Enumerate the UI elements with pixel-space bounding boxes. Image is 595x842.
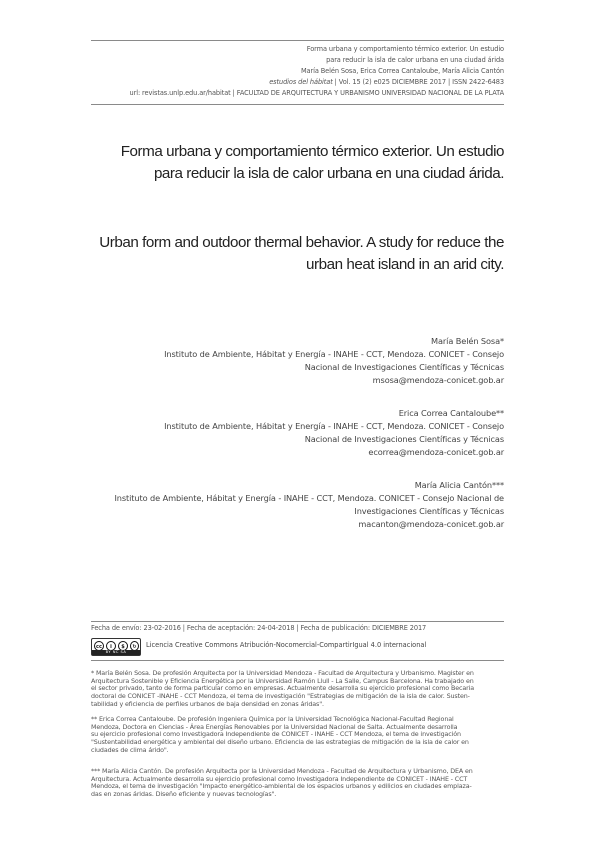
running-header-authors: María Belén Sosa, Erica Correa Cantaloube, María Alicia Cantón: [300, 67, 504, 75]
author-2-name: Erica Correa Cantaloube**: [398, 408, 504, 418]
footnote-3-line: *** María Alicia Cantón. De profesión Arquitecta por la Universidad Mendoza - Facultad de Arquitectura y Urbanismo, DEA en: [91, 768, 473, 775]
title-spanish-line1: Forma urbana y comportamiento térmico exterior. Un estudio: [120, 143, 504, 160]
footnote-3-line: das en zonas áridas. Diseño eficiente y nuevas tecnologías".: [91, 791, 277, 799]
issue-info: | Vol. 15 (2) e025 DICIEMBRE 2017 | ISSN 2422-6483: [332, 78, 504, 86]
running-header-line1: Forma urbana y comportamiento térmico exterior. Un estudio: [306, 45, 504, 53]
license-text[interactable]: Licencia Creative Commons Atribución-Nocomercial-CompartirIgual 4.0 internacional: [146, 641, 427, 649]
running-header-url[interactable]: url: revistas.unlp.edu.ar/habitat | FACULTAD DE ARQUITECTURA Y URBANISMO UNIVERSIDAD NACIONAL DE LA PLATA: [129, 89, 504, 97]
running-header-journal: [84, 77, 504, 87]
footnote-2-line: su ejercicio profesional como Investigadora Independiente de CONICET - INAHE - CCT Mendoza, el tema de investigación: [91, 731, 461, 739]
title-english-line1: Urban form and outdoor thermal behavior. A study for reduce the: [99, 234, 504, 251]
footnote-3-line: Mendoza, el tema de investigación "Impacto energético-ambiental de los espacios urbanos y edilicios en ciudades emplaza-: [91, 783, 472, 791]
footnote-3-line: Arquitectura. Actualmente desarrolla su ejercicio profesional como Investigadora Independiente de CONICET - INAHE - CCT: [91, 775, 468, 783]
title-spanish-line2: para reducir la isla de calor urbana en una ciudad árida.: [153, 165, 504, 182]
author-1-name: María Belén Sosa*: [431, 336, 504, 346]
footnote-2-line: "Sustentabilidad energética y ambiental del diseño urbano. Eficiencia de las estrategias de mitigación de la isla de calor en: [91, 739, 469, 747]
author-2-affiliation-line1: Instituto de Ambiente, Hábitat y Energía - INAHE - CCT, Mendoza. CONICET - Consejo: [164, 421, 504, 431]
author-3-affiliation-line1: Instituto de Ambiente, Hábitat y Energía - INAHE - CCT, Mendoza. CONICET - Consejo Nacional de: [114, 493, 504, 503]
header-bottom-rule: [91, 104, 504, 105]
footnote-3: [91, 768, 509, 799]
footnote-2-line: Mendoza, Doctora en Ciencias - Área Energías Renovables por la Universidad Nacional de Salta. Actualmente desarrolla: [91, 723, 458, 731]
creative-commons-badge-icon[interactable]: [91, 638, 141, 656]
running-header-line2: para reducir la isla de calor urbana en una ciudad árida: [326, 56, 504, 64]
license-badge-label: BY NC SA: [92, 650, 140, 655]
noncommercial-icon: $: [118, 641, 128, 651]
dates-top-rule: [91, 621, 504, 622]
header-top-rule: [91, 40, 504, 41]
submission-dates: Fecha de envío: 23-02-2016 | Fecha de aceptación: 24-04-2018 | Fecha de publicación: DICIEMBRE 2017: [91, 624, 427, 632]
footnote-2: [91, 716, 509, 755]
author-2-affiliation-line2: Nacional de Investigaciones Científicas y Técnicas: [304, 434, 504, 444]
author-3-affiliation-line2: Investigaciones Científicas y Técnicas: [354, 506, 504, 516]
footnote-1-line: el sector privado, tanto de forma particular como en empresas. Actualmente desarrolla su ejercicio profesional como Becaria: [91, 685, 475, 693]
license-bottom-rule: [91, 660, 504, 661]
journal-name: estudios del hábitat: [269, 78, 333, 86]
author-3-email[interactable]: macanton@mendoza-conicet.gob.ar: [358, 519, 504, 529]
author-1-affiliation-line1: Instituto de Ambiente, Hábitat y Energía - INAHE - CCT, Mendoza. CONICET - Consejo: [164, 349, 504, 359]
footnote-1-line: Arquitectura Sostenible y Eficiencia Energética por la Universidad Ramón Llull - La Salle, Campus Barcelona. Ha trabajado en: [91, 677, 474, 685]
attribution-icon: i: [106, 641, 116, 651]
footnote-2-line: ciudades de clima árido".: [91, 746, 169, 754]
author-1-affiliation-line2: Nacional de Investigaciones Científicas y Técnicas: [304, 362, 504, 372]
author-2-email[interactable]: ecorrea@mendoza-conicet.gob.ar: [368, 447, 504, 457]
footnote-1-line: tabilidad y eficiencia de perfiles urbanos de baja densidad en zonas áridas".: [91, 700, 324, 708]
cc-icon: cc: [94, 641, 104, 651]
footnote-1-line: doctoral de CONICET -INAHE - CCT Mendoza, el tema de investigación "Estrategias de mitigación de la isla de calor. Susten-: [91, 693, 470, 701]
sharealike-icon: ↻: [130, 641, 139, 651]
author-1-email[interactable]: msosa@mendoza-conicet.gob.ar: [372, 375, 504, 385]
footnote-2-line: ** Erica Correa Cantaloube. De profesión Ingeniera Química por la Universidad Tecnológica Nacional-Facultad Regional: [91, 716, 454, 723]
author-3-name: María Alicia Cantón***: [414, 480, 504, 490]
title-english-line2: urban heat island in an arid city.: [305, 256, 504, 273]
footnote-1-line: * María Belén Sosa. De profesión Arquitecta por la Universidad Mendoza - Facultad de Arquitectura y Urbanismo. Magister en: [91, 670, 474, 677]
footnote-1: [91, 670, 509, 709]
